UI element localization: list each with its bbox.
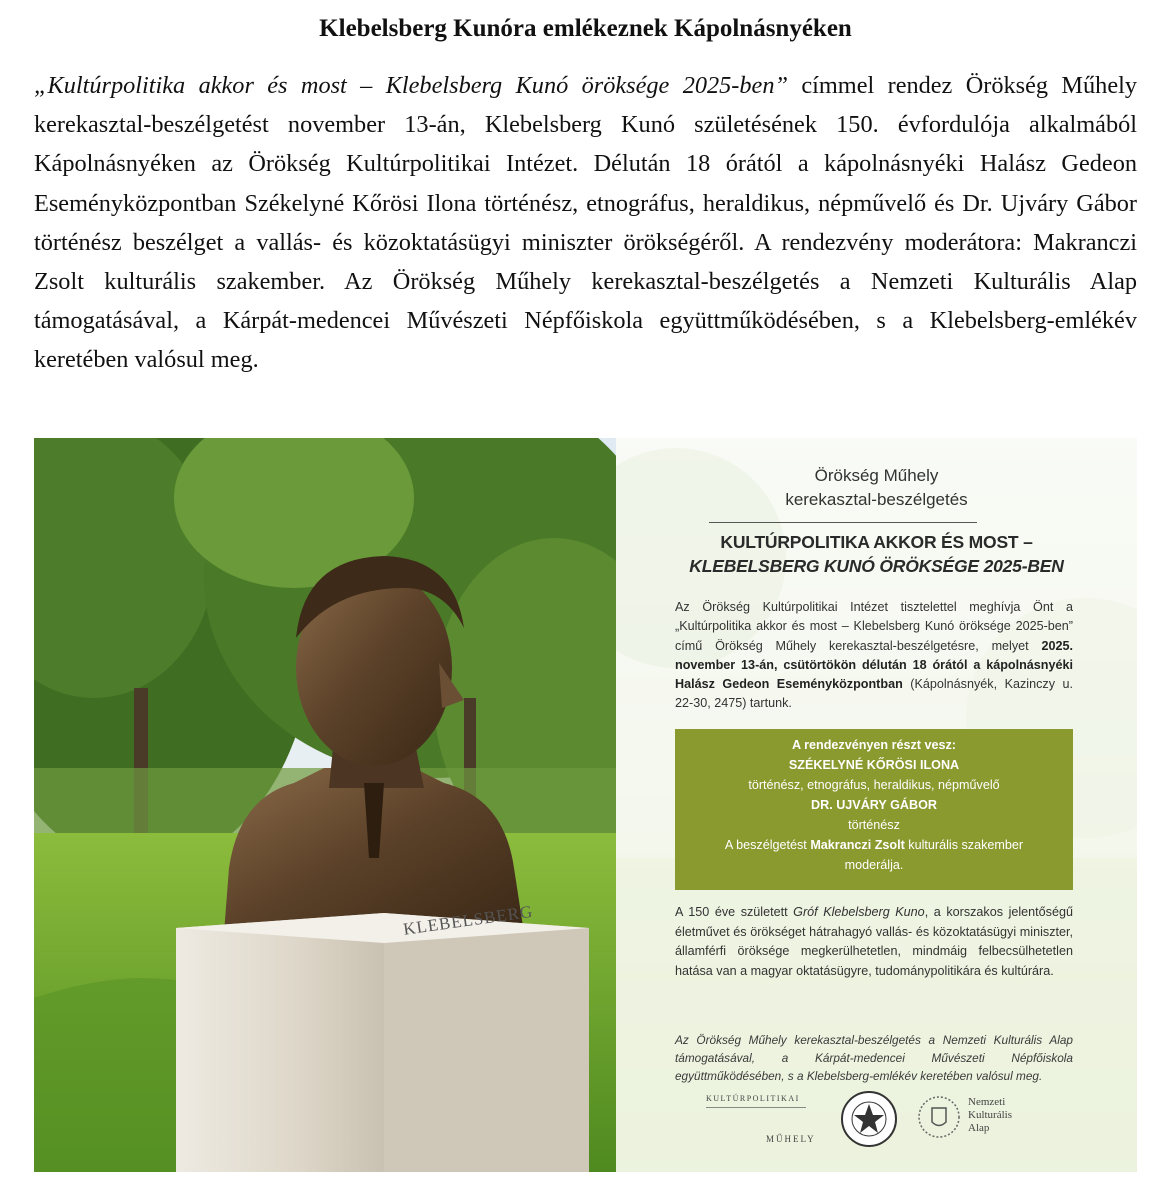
- logo1-top-text: KULTÚRPOLITIKAI: [706, 1094, 800, 1103]
- kulturpolitikai-muhely-logo: [706, 1094, 826, 1150]
- article-title: Klebelsberg Kunóra emlékeznek Kápolnásnyéken: [319, 15, 852, 42]
- flyer-klebelsberg-text: [675, 903, 1073, 981]
- flyer-body-name: Gróf Klebelsberg Kuno: [793, 905, 925, 919]
- flyer-invitation-text: [675, 598, 1073, 714]
- article-body: címmel rendez Örökség Műhely kerekasztal-beszélgetést november 13-án, Klebelsberg Kunó születésének 150. évfordulója alkalmából Kápolnásnyéken az Örökség Kultúrpolitikai Intézet. Délután 18 órától a kápolnásnyéki Halász Gedeon Eseményközpontban Székelyné Kőrösi Ilona történész, etnográfus, heraldikus, népművelő és Dr. Ujváry Gábor történész beszélget a vallás- és közoktatásügyi miniszter örökségéről. A rendezvény moderátora: Makranczi Zsolt kulturális szakember. Az Örökség Műhely kerekasztal-beszélgetés a Nemzeti Kulturális Alap támogatásával, a Kárpát-medencei Művészeti Népfőiskola együttműködésében, s a Klebelsberg-emlékév keretében valósul meg.: [34, 72, 1138, 374]
- bust-photo: [34, 438, 616, 1172]
- nka-line1: Nemzeti: [968, 1096, 1006, 1108]
- moderator-name: Makranczi Zsolt: [810, 838, 905, 852]
- flyer-body-a: A 150 éve született: [675, 905, 794, 919]
- participants-box: [675, 729, 1073, 890]
- flyer-intro-datetime-venue: 2025. november 13-án, csütörtökön délután 18 órától a kápolnásnyéki Halász Gedeon Eseményközpontban: [675, 638, 1073, 692]
- flyer-header: [616, 464, 1137, 512]
- flyer-event-title: [616, 530, 1137, 578]
- plinth-inscription: KLEBELSBERG: [402, 901, 535, 939]
- logo1-bottom-text: MŰHELY: [766, 1134, 816, 1144]
- flyer-body-b: , a korszakos jelentőségű életművet és örökséget hátrahagyó vallás- és közoktatásügyi miniszter, államférfi öröksége megkerülhetetlen, mindmáig felbecsülhetetlen hatása van a magyar oktatásügyre, tudománypolitikára és kultúrára.: [675, 905, 1073, 978]
- moderator-text-c: moderálja.: [844, 858, 904, 872]
- participants-heading: A rendezvényen részt vesz:: [791, 738, 957, 752]
- nka-logo: [916, 1090, 1036, 1150]
- flyer-divider: [709, 522, 977, 523]
- guest2-role: történész: [848, 818, 900, 832]
- article-paragraph: [34, 66, 1137, 380]
- invitation-panel: [616, 438, 1137, 1172]
- guest1-role: történész, etnográfus, heraldikus, népművelő: [748, 778, 1000, 792]
- event-flyer-image: [34, 438, 1137, 1172]
- event-title-quote: „Kultúrpolitika akkor és most – Klebelsberg Kunó öröksége 2025-ben”: [34, 72, 788, 99]
- flyer-header-line2: kerekasztal-beszélgetés: [785, 490, 968, 509]
- flyer-intro-address: (Kápolnásnyék, Kazinczy u. 22-30, 2475) tartunk.: [675, 677, 1073, 711]
- flyer-title-line2: KLEBELSBERG KUNÓ ÖRÖKSÉGE 2025-BEN: [689, 556, 1064, 576]
- flyer-header-line1: Örökség Műhely: [814, 466, 939, 485]
- moderator-text-a: A beszélgetést: [724, 838, 811, 852]
- nka-line2: Kulturális: [968, 1109, 1012, 1121]
- nepfoiskola-seal-icon: [840, 1090, 898, 1148]
- nka-line3: Alap: [968, 1122, 990, 1134]
- sponsor-logos: [706, 1088, 1046, 1158]
- guest2-name: DR. UJVÁRY GÁBOR: [811, 798, 937, 812]
- flyer-title-line1: KULTÚRPOLITIKA AKKOR ÉS MOST –: [720, 532, 1033, 552]
- moderator-text-b: kulturális szakember: [904, 838, 1024, 852]
- flyer-intro-a: Az Örökség Kultúrpolitikai Intézet tisztelettel meghívja Önt a „Kultúrpolitika akkor és most – Klebelsberg Kunó öröksége 2025-ben” című Örökség Műhely kerekasztal-beszélgetésre, melyet: [675, 600, 1073, 653]
- flyer-support-note: Az Örökség Műhely kerekasztal-beszélgetés a Nemzeti Kulturális Alap támogatásával, a Kárpát-medencei Művészeti Népfőiskola együttműködésében, s a Klebelsberg-emlékév keretében valósul meg.: [675, 1033, 1073, 1083]
- guest1-name: SZÉKELYNÉ KŐRÖSI ILONA: [788, 758, 960, 772]
